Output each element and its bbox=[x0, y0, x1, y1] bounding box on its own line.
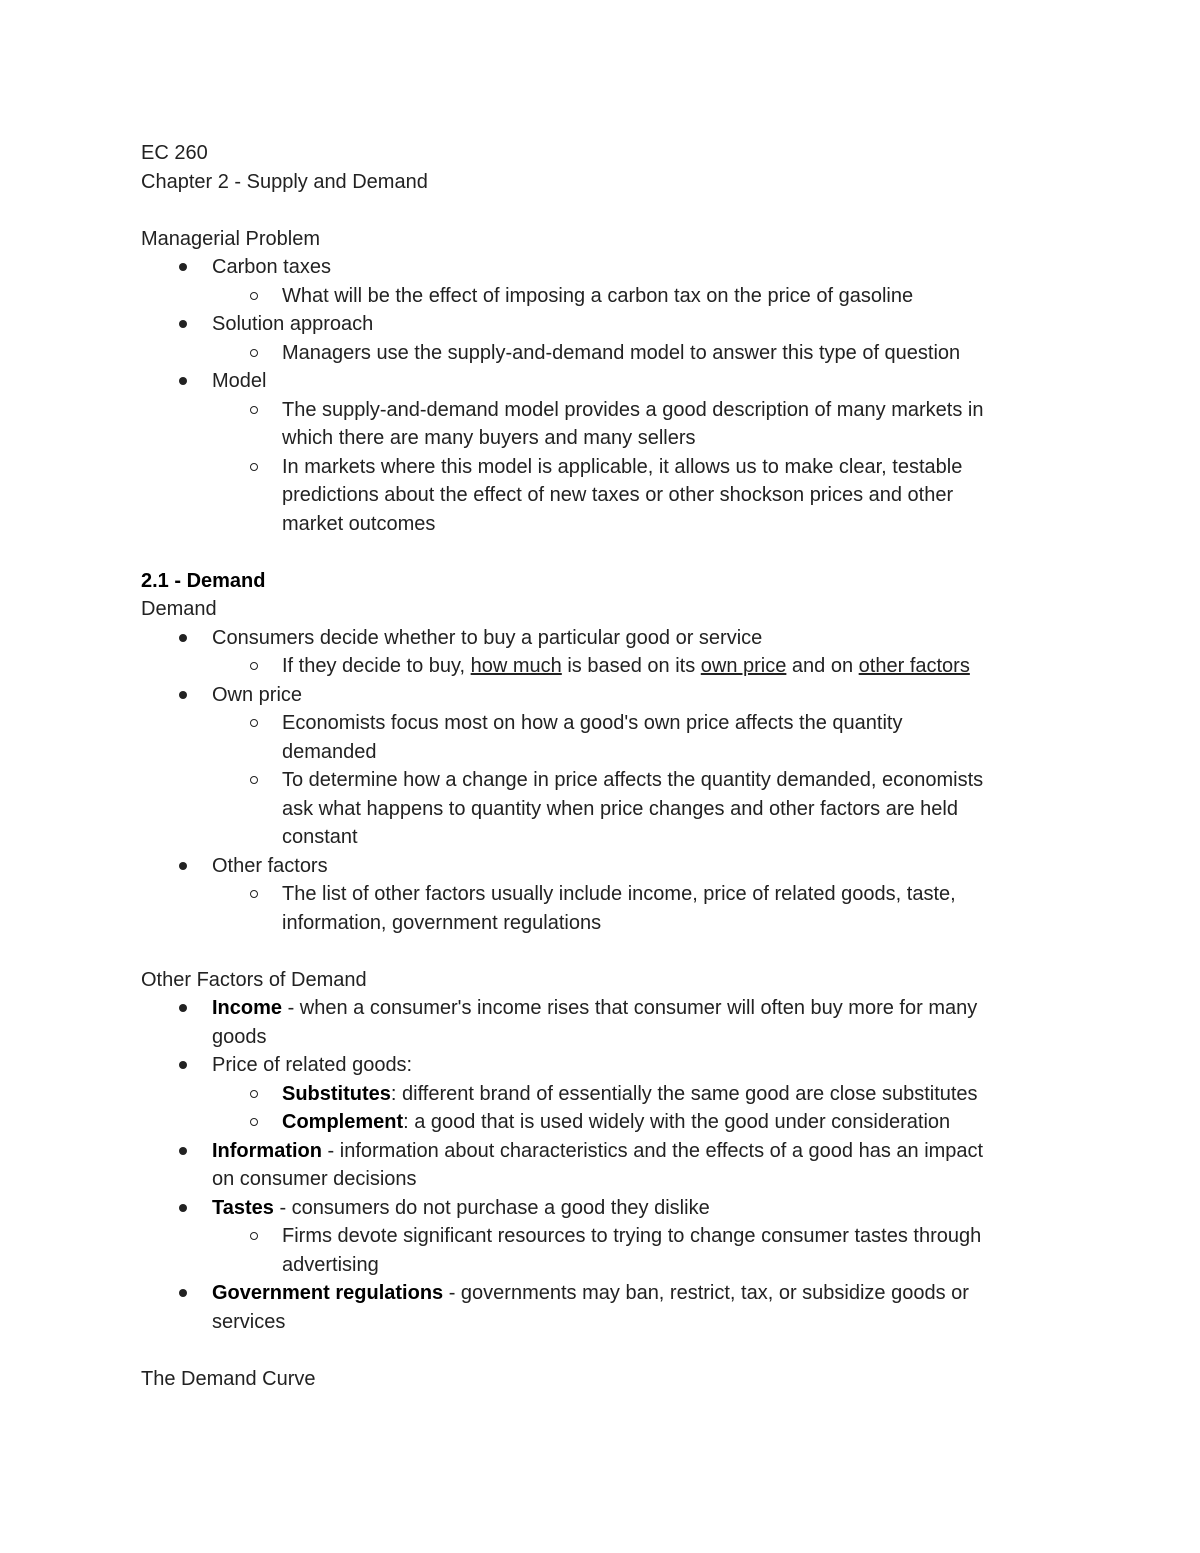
underlined-term: how much bbox=[470, 655, 562, 677]
bullet-circle-icon bbox=[250, 292, 258, 300]
bullet-dot-icon bbox=[179, 377, 187, 385]
spacer bbox=[141, 196, 1061, 225]
bullet-circle-icon bbox=[250, 1090, 258, 1098]
spacer bbox=[141, 1336, 1061, 1365]
spacer bbox=[141, 538, 1061, 567]
list-item: Information - information about characteristics and the effects of a good has an impact on consumer decisions bbox=[141, 1137, 1061, 1194]
course-code: EC 260 bbox=[141, 142, 208, 164]
bullet-dot-icon bbox=[179, 1289, 187, 1297]
list-item: The supply-and-demand model provides a good description of many markets in which there are many buyers and many sellers bbox=[141, 396, 1061, 453]
list-item: Consumers decide whether to buy a particular good or service bbox=[141, 624, 1061, 653]
demand-curve-title: The Demand Curve bbox=[141, 1367, 316, 1390]
bullet-circle-icon bbox=[250, 349, 258, 357]
list-item: What will be the effect of imposing a carbon tax on the price of gasoline bbox=[141, 282, 1061, 311]
bullet-dot-icon bbox=[179, 1147, 187, 1155]
document-page bbox=[141, 139, 1061, 1393]
bold-term: Government regulations bbox=[212, 1282, 444, 1304]
bullet-dot-icon bbox=[179, 1004, 187, 1012]
bullet-circle-icon bbox=[250, 1118, 258, 1126]
bullet-circle-icon bbox=[250, 719, 258, 727]
list-item: Price of related goods: bbox=[141, 1051, 1061, 1080]
bullet-circle-icon bbox=[250, 776, 258, 784]
list-item: Carbon taxes bbox=[141, 253, 1061, 282]
list-item: If they decide to buy, how much is based on its own price and on other factors bbox=[141, 652, 1061, 681]
list-item: To determine how a change in price affects the quantity demanded, economists ask what happens to quantity when price changes and other factors are held constant bbox=[141, 766, 1061, 852]
bold-term: Tastes bbox=[212, 1196, 274, 1219]
bullet-circle-icon bbox=[250, 1232, 258, 1240]
bullet-dot-icon bbox=[179, 263, 187, 271]
bullet-dot-icon bbox=[179, 320, 187, 328]
bullet-dot-icon bbox=[179, 1061, 187, 1069]
list-item: Tastes - consumers do not purchase a good they dislike bbox=[141, 1194, 1061, 1223]
bold-term: Complement bbox=[282, 1111, 404, 1133]
bullet-circle-icon bbox=[250, 662, 258, 670]
chapter-title: Chapter 2 - Supply and Demand bbox=[141, 170, 428, 193]
managerial-problem-title: Managerial Problem bbox=[141, 227, 320, 250]
bold-term: Income bbox=[212, 997, 283, 1019]
underlined-term: other factors bbox=[858, 655, 970, 677]
bullet-circle-icon bbox=[250, 890, 258, 898]
list-item: Economists focus most on how a good's own price affects the quantity demanded bbox=[141, 709, 1061, 766]
list-item: The list of other factors usually include income, price of related goods, taste, information, government regulations bbox=[141, 880, 1061, 937]
bullet-circle-icon bbox=[250, 463, 258, 471]
list-item: Managers use the supply-and-demand model to answer this type of question bbox=[141, 339, 1061, 368]
underlined-term: own price bbox=[700, 655, 787, 677]
bold-term: Information bbox=[212, 1139, 322, 1162]
demand-list bbox=[141, 624, 1061, 938]
list-item: Government regulations - governments may ban, restrict, tax, or subsidize goods or services bbox=[141, 1279, 1061, 1336]
list-item: In markets where this model is applicable, it allows us to make clear, testable predictions about the effect of new taxes or other shockson prices and other market outcomes bbox=[141, 453, 1061, 539]
list-item: Complement: a good that is used widely with the good under consideration bbox=[141, 1108, 1061, 1137]
other-factors-title: Other Factors of Demand bbox=[141, 968, 367, 991]
managerial-list bbox=[141, 253, 1061, 538]
bullet-circle-icon bbox=[250, 406, 258, 414]
list-item: Model bbox=[141, 367, 1061, 396]
bullet-dot-icon bbox=[179, 862, 187, 870]
other-factors-list bbox=[141, 994, 1061, 1336]
bullet-dot-icon bbox=[179, 1204, 187, 1212]
list-item: Other factors bbox=[141, 852, 1061, 881]
bold-term: Substitutes bbox=[282, 1082, 391, 1105]
bullet-dot-icon bbox=[179, 691, 187, 699]
list-item: Substitutes: different brand of essentially the same good are close substitutes bbox=[141, 1080, 1061, 1109]
bullet-dot-icon bbox=[179, 634, 187, 642]
spacer bbox=[141, 937, 1061, 966]
list-item: Own price bbox=[141, 681, 1061, 710]
demand-subtitle: Demand bbox=[141, 598, 217, 620]
section-heading: 2.1 - Demand bbox=[141, 569, 266, 592]
list-item: Solution approach bbox=[141, 310, 1061, 339]
list-item: Firms devote significant resources to trying to change consumer tastes through advertising bbox=[141, 1222, 1061, 1279]
list-item: Income - when a consumer's income rises that consumer will often buy more for many goods bbox=[141, 994, 1061, 1051]
